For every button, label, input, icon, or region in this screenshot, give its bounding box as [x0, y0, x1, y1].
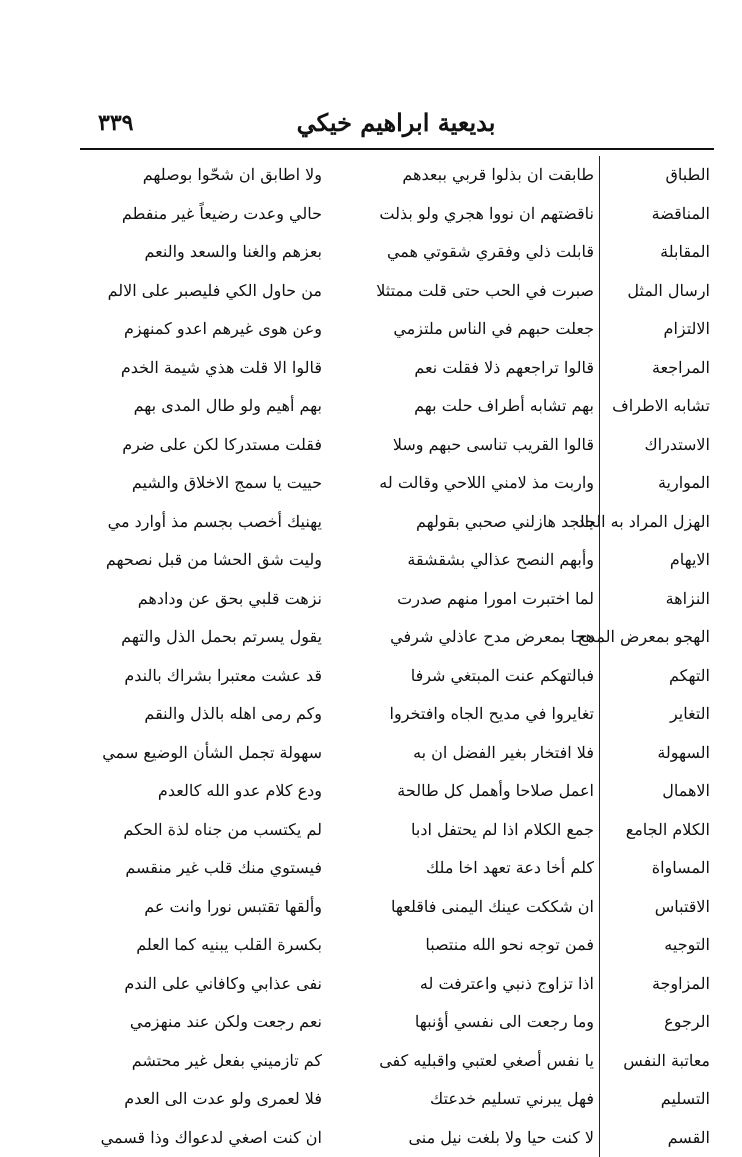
column-rule	[599, 734, 600, 773]
second-hemistich: ودع كلام عدو الله كالعدم	[57, 772, 322, 811]
rhetorical-term: التغاير	[604, 695, 710, 734]
verse-row	[84, 426, 714, 465]
rhetorical-term: المزاوجة	[604, 965, 710, 1004]
column-rule	[599, 349, 600, 388]
second-hemistich: قالوا الا قلت هذي شيمة الخدم	[57, 349, 322, 388]
column-rule	[599, 772, 600, 811]
second-hemistich: فلا لعمرى ولو عدت الى العدم	[57, 1080, 322, 1119]
verse-row	[84, 695, 714, 734]
column-rule	[599, 811, 600, 850]
rhetorical-term: ارسال المثل	[604, 272, 710, 311]
second-hemistich: وليت شق الحشا من قبل نصحهم	[57, 541, 322, 580]
first-hemistich: جمع الكلام اذا لم يحتفل ادبا	[332, 811, 594, 850]
second-hemistich: سهولة تجمل الشأن الوضيع سمي	[57, 734, 322, 773]
rhetorical-term: المراجعة	[604, 349, 710, 388]
column-rule	[599, 156, 600, 195]
second-hemistich: وعن هوى غيرهم اعدو كمنهزم	[57, 310, 322, 349]
rhetorical-term: تشابه الاطراف	[604, 387, 710, 426]
second-hemistich: حالي وعدت رضيعاً غير منفطم	[57, 195, 322, 234]
verse-row	[84, 464, 714, 503]
column-rule	[599, 657, 600, 696]
second-hemistich: فقلت مستدركا لكن على ضرم	[57, 426, 322, 465]
second-hemistich: نفى عذابي وكافاني على الندم	[57, 965, 322, 1004]
second-hemistich: كم تازميني بفعل غير محتشم	[57, 1042, 322, 1081]
first-hemistich: فهل يبرني تسليم خدعتك	[332, 1080, 594, 1119]
rhetorical-term: القسم	[604, 1119, 710, 1157]
column-rule	[599, 1119, 600, 1157]
second-hemistich: بعزهم والغنا والسعد والنعم	[57, 233, 322, 272]
second-hemistich: وألقها تقتبس نورا وانت عم	[57, 888, 322, 927]
verse-row	[84, 1003, 714, 1042]
rhetorical-term: الهجو بمعرض المدح	[604, 618, 710, 657]
rhetorical-term: الاقتباس	[604, 888, 710, 927]
verse-row	[84, 233, 714, 272]
verse-row	[84, 195, 714, 234]
second-hemistich: قد عشت معتبرا بشراك بالندم	[57, 657, 322, 696]
column-rule	[599, 926, 600, 965]
rhetorical-term: الاستدراك	[604, 426, 710, 465]
first-hemistich: وأبهم النصح عذالي بشقشقة	[332, 541, 594, 580]
rhetorical-term: الاهمال	[604, 772, 710, 811]
second-hemistich: فيستوي منك قلب غير منقسم	[57, 849, 322, 888]
second-hemistich: نعم رجعت ولكن عند منهزمي	[57, 1003, 322, 1042]
second-hemistich: حييت يا سمج الاخلاق والشيم	[57, 464, 322, 503]
first-hemistich: بالجد هازلني صحبي بقولهم	[332, 503, 594, 542]
verse-row	[84, 387, 714, 426]
column-rule	[599, 233, 600, 272]
first-hemistich: فلا افتخار بغير الفضل ان به	[332, 734, 594, 773]
column-rule	[599, 580, 600, 619]
verse-row	[84, 1080, 714, 1119]
rhetorical-term: التوجيه	[604, 926, 710, 965]
column-rule	[599, 195, 600, 234]
rhetorical-term: الهزل المراد به الجد	[604, 503, 710, 542]
rhetorical-term: التسليم	[604, 1080, 710, 1119]
verse-row	[84, 503, 714, 542]
rhetorical-term: الرجوع	[604, 1003, 710, 1042]
first-hemistich: فبالتهكم عنت المبتغي شرفا	[332, 657, 594, 696]
first-hemistich: لما اختبرت امورا منهم صدرت	[332, 580, 594, 619]
second-hemistich: نزهت قلبي بحق عن ودادهم	[57, 580, 322, 619]
verse-row	[84, 580, 714, 619]
column-rule	[599, 618, 600, 657]
verse-row	[84, 734, 714, 773]
first-hemistich: تغايروا في مديح الجاه وافتخروا	[332, 695, 594, 734]
second-hemistich: وكم رمى اهله بالذل والنقم	[57, 695, 322, 734]
verse-row	[84, 965, 714, 1004]
verse-row	[84, 541, 714, 580]
rhetorical-term: الطباق	[604, 156, 710, 195]
first-hemistich: وما رجعت الى نفسي أؤنبها	[332, 1003, 594, 1042]
first-hemistich: قالوا تراجعهم ذلا فقلت نعم	[332, 349, 594, 388]
second-hemistich: ان كنت اصغي لدعواك وذا قسمي	[57, 1119, 322, 1157]
column-rule	[599, 310, 600, 349]
first-hemistich: قالوا القريب تناسى حبهم وسلا	[332, 426, 594, 465]
verse-row	[84, 849, 714, 888]
rhetorical-term: المناقضة	[604, 195, 710, 234]
verse-row	[84, 156, 714, 195]
poem-rows	[84, 156, 714, 1157]
verse-row	[84, 772, 714, 811]
rhetorical-term: المساواة	[604, 849, 710, 888]
first-hemistich: كلم أخا دعة تعهد اخا ملك	[332, 849, 594, 888]
first-hemistich: لا كنت حيا ولا بلغت نيل منى	[332, 1119, 594, 1157]
first-hemistich: جعلت حبهم في الناس ملتزمي	[332, 310, 594, 349]
first-hemistich: طابقت ان بذلوا قربي ببعدهم	[332, 156, 594, 195]
column-rule	[599, 849, 600, 888]
first-hemistich: يا نفس أصغي لعتبي واقبليه كفى	[332, 1042, 594, 1081]
column-rule	[599, 1042, 600, 1081]
verse-row	[84, 811, 714, 850]
first-hemistich: صبرت في الحب حتى قلت ممتثلا	[332, 272, 594, 311]
rhetorical-term: الايهام	[604, 541, 710, 580]
verse-row	[84, 1042, 714, 1081]
verse-row	[84, 272, 714, 311]
page-title: بديعية ابراهيم خيكي	[80, 108, 712, 137]
rhetorical-term: التهكم	[604, 657, 710, 696]
rhetorical-term: النزاهة	[604, 580, 710, 619]
verse-row	[84, 349, 714, 388]
header-rule	[80, 148, 714, 150]
column-rule	[599, 695, 600, 734]
first-hemistich: بهم تشابه أطراف حلت بهم	[332, 387, 594, 426]
verse-row	[84, 1119, 714, 1157]
rhetorical-term: الموارية	[604, 464, 710, 503]
verse-row	[84, 888, 714, 927]
first-hemistich: هجا بمعرض مدح عاذلي شرفي	[332, 618, 594, 657]
second-hemistich: من حاول الكي فليصبر على الالم	[57, 272, 322, 311]
verse-row	[84, 926, 714, 965]
rhetorical-term: المقابلة	[604, 233, 710, 272]
page-number: ٣٣٩	[98, 110, 133, 136]
column-rule	[599, 888, 600, 927]
first-hemistich: واربت مذ لامني اللاحي وقالت له	[332, 464, 594, 503]
column-rule	[599, 1080, 600, 1119]
first-hemistich: ان شككت عينك اليمنى فاقلعها	[332, 888, 594, 927]
page-header	[80, 108, 712, 148]
column-rule	[599, 503, 600, 542]
second-hemistich: يهنيك أخصب بجسم مذ أوارد مي	[57, 503, 322, 542]
column-rule	[599, 965, 600, 1004]
second-hemistich: يقول يسرتم بحمل الذل والتهم	[57, 618, 322, 657]
second-hemistich: ولا اطابق ان شحّوا بوصلهم	[57, 156, 322, 195]
second-hemistich: بكسرة القلب يبنيه كما العلم	[57, 926, 322, 965]
verse-row	[84, 657, 714, 696]
second-hemistich: بهم أهيم ولو طال المدى بهم	[57, 387, 322, 426]
rhetorical-term: معاتبة النفس	[604, 1042, 710, 1081]
second-hemistich: لم يكتسب من جناه لذة الحكم	[57, 811, 322, 850]
column-rule	[599, 272, 600, 311]
column-rule	[599, 387, 600, 426]
rhetorical-term: السهولة	[604, 734, 710, 773]
rhetorical-term: الكلام الجامع	[604, 811, 710, 850]
column-rule	[599, 541, 600, 580]
column-rule	[599, 464, 600, 503]
first-hemistich: فمن توجه نحو الله منتصبا	[332, 926, 594, 965]
first-hemistich: اذا تزاوج ذنبي واعترفت له	[332, 965, 594, 1004]
rhetorical-term: الالتزام	[604, 310, 710, 349]
first-hemistich: ناقضتهم ان نووا هجري ولو بذلت	[332, 195, 594, 234]
verse-row	[84, 618, 714, 657]
first-hemistich: قابلت ذلي وفقري شقوتي همي	[332, 233, 594, 272]
first-hemistich: اعمل صلاحا وأهمل كل طالحة	[332, 772, 594, 811]
column-rule	[599, 426, 600, 465]
verse-row	[84, 310, 714, 349]
column-rule	[599, 1003, 600, 1042]
